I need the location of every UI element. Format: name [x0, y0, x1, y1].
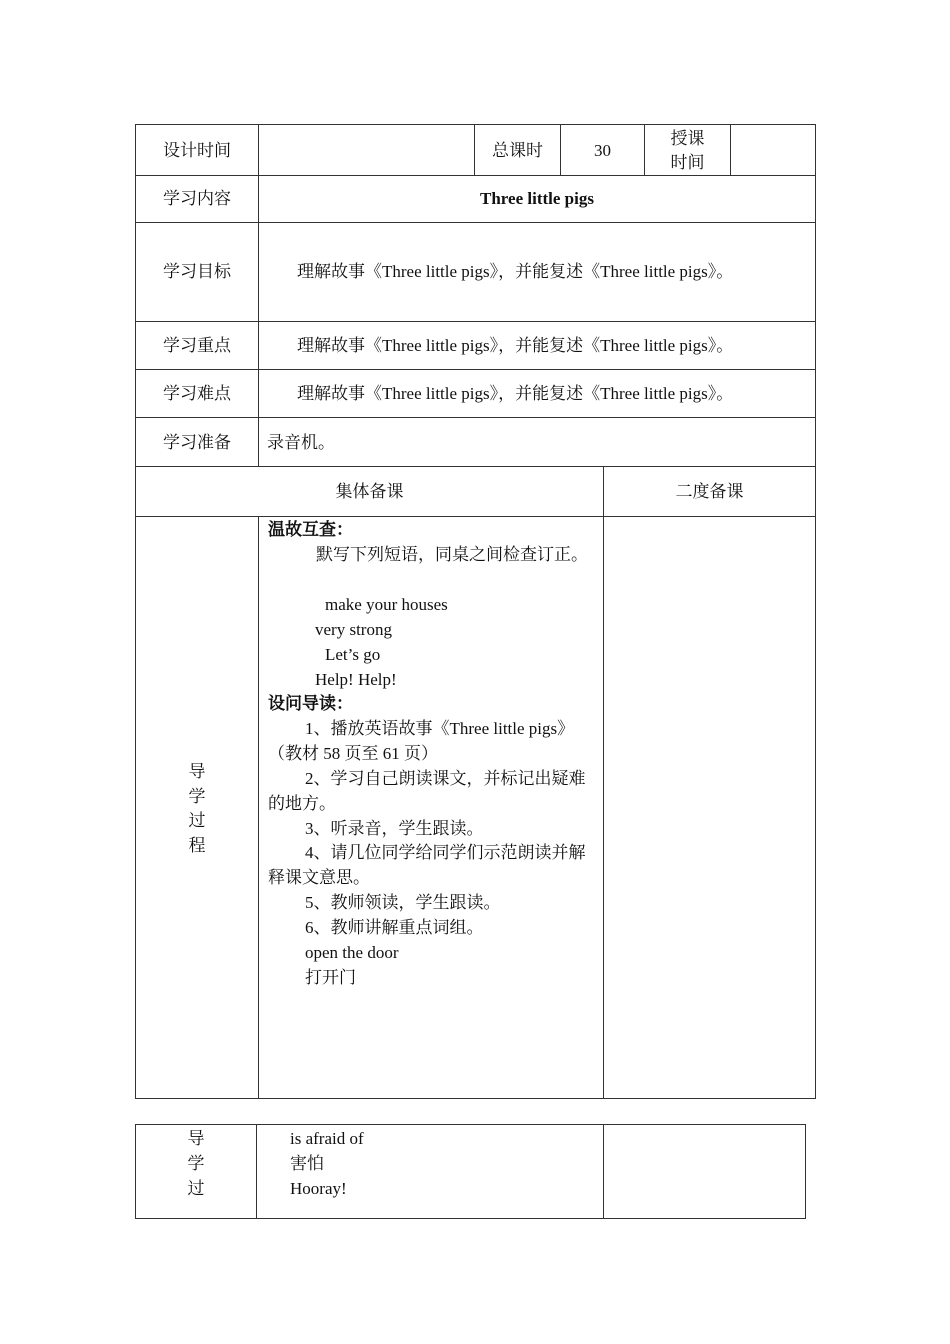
content-label: 学习内容 — [163, 189, 231, 208]
process-label-char: 导 — [188, 762, 206, 781]
goal-label: 学习目标 — [163, 262, 231, 281]
vocab-zh: 害怕 — [290, 1154, 324, 1173]
phrase-item: make your houses — [325, 595, 448, 614]
phrase-item: Let’s go — [325, 645, 381, 664]
class-time-label-line1: 授课 — [670, 129, 705, 148]
process-label-char: 学 — [187, 1154, 205, 1173]
review-heading: 温故互查： — [268, 520, 353, 539]
step-4: 4、请几位同学给同学们示范朗读并解释课文意思。 — [268, 843, 586, 887]
difficulty-label: 学习难点 — [163, 384, 231, 403]
second-prep-header: 二度备课 — [675, 482, 744, 501]
step-3: 3、听录音，学生跟读。 — [305, 819, 484, 838]
phrase-item: Help! Help! — [315, 670, 397, 689]
process-label-char: 过 — [187, 1179, 205, 1198]
vocab-en: open the door — [305, 943, 399, 962]
vocab-en: Hooray! — [290, 1179, 347, 1198]
phrase-item: very strong — [315, 620, 392, 639]
process-label-char: 过 — [188, 811, 206, 830]
collective-prep-header: 集体备课 — [335, 482, 404, 501]
process-label-char: 导 — [187, 1129, 205, 1148]
difficulty-value: 理解故事《Three little pigs》，并能复述《Three little pigs》。 — [297, 384, 734, 403]
vocab-en: is afraid of — [290, 1129, 364, 1148]
step-2: 2、学习自己朗读课文，并标记出疑难的地方。 — [268, 769, 586, 813]
step-6: 6、教师讲解重点词组。 — [305, 918, 484, 937]
goal-value: 理解故事《Three little pigs》，并能复述《Three little pigs》。 — [297, 262, 734, 281]
content-value: Three little pigs — [480, 189, 594, 208]
total-hours-label: 总课时 — [492, 141, 543, 160]
vocab-zh: 打开门 — [305, 968, 356, 987]
focus-value: 理解故事《Three little pigs》，并能复述《Three little pigs》。 — [297, 336, 734, 355]
step-1: 1、播放英语故事《Three little pigs》（教材 58 页至 61 页） — [268, 719, 575, 763]
focus-label: 学习重点 — [163, 336, 231, 355]
process-label-char: 学 — [188, 787, 206, 806]
review-instruction: 默写下列短语，同桌之间检查订正。 — [316, 545, 588, 564]
step-5: 5、教师领读，学生跟读。 — [305, 893, 501, 912]
guide-heading: 设问导读： — [268, 694, 353, 713]
prep-value: 录音机。 — [267, 433, 335, 452]
total-hours-value: 30 — [594, 141, 611, 160]
process-label-char: 程 — [188, 836, 206, 855]
design-time-label: 设计时间 — [163, 141, 231, 160]
prep-label: 学习准备 — [163, 433, 231, 452]
class-time-label-line2: 时间 — [670, 153, 705, 172]
